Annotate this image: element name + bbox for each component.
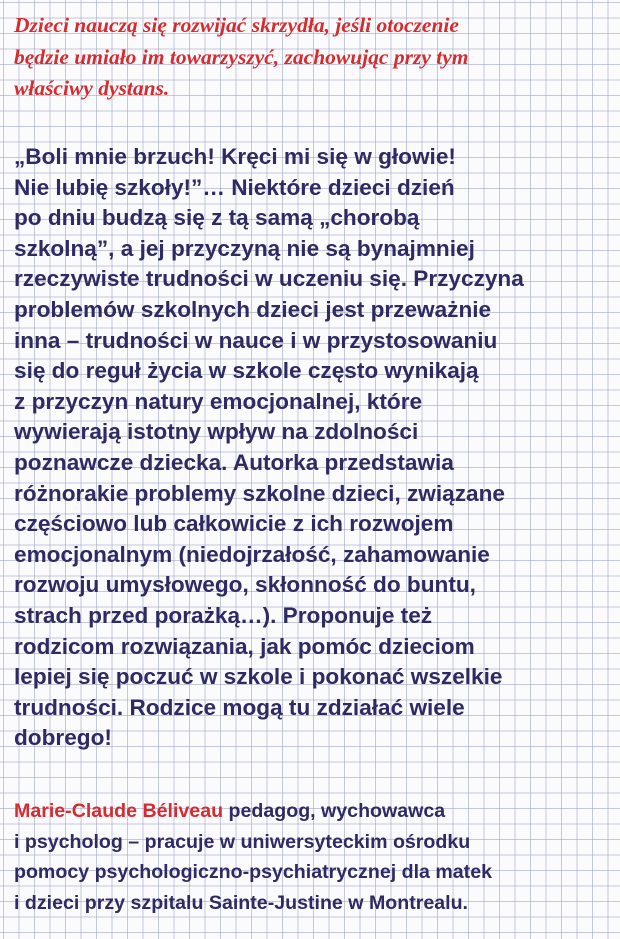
- description-line: inna – trudności w nauce i w przystosowaniu: [14, 327, 498, 353]
- bio-line: i dzieci przy szpitalu Sainte-Justine w Montrealu.: [14, 891, 469, 914]
- bio-first-line-rest: pedagog, wychowawca: [223, 800, 446, 822]
- author-name: Marie-Claude Béliveau: [14, 800, 224, 822]
- description-line: poznawcze dziecka. Autorka przedstawia: [14, 449, 454, 475]
- description-line: częściowo lub całkowicie z ich rozwojem: [14, 511, 454, 537]
- description-line: rodzicom rozwiązania, jak pomóc dzieciom: [14, 633, 475, 659]
- tagline-line: właściwy dystans.: [14, 76, 170, 100]
- tagline-line: Dzieci nauczą się rozwijać skrzydła, jeśli otoczenie: [14, 13, 459, 37]
- description-line: dobrego!: [14, 725, 112, 751]
- bio-line: i psycholog – pracuje w uniwersyteckim ośrodku: [14, 830, 471, 853]
- description-line: wywierają istotny wpływ na zdolności: [14, 419, 419, 445]
- description-line: problemów szkolnych dzieci jest przeważnie: [14, 296, 492, 322]
- description-line: szkolną”, a jej przyczyną nie są bynajmniej: [14, 235, 475, 261]
- tagline-line: będzie umiało im towarzyszyć, zachowując przy tym: [14, 44, 469, 69]
- description-line: strach przed porażką…). Proponuje też: [14, 602, 433, 628]
- book-description: [14, 142, 614, 754]
- author-bio: [14, 796, 614, 918]
- description-line: rozwoju umysłowego, skłonność do buntu,: [14, 572, 476, 598]
- description-line: trudności. Rodzice mogą tu zdziałać wiele: [14, 694, 465, 720]
- description-line: z przyczyn natury emocjonalnej, które: [14, 388, 423, 414]
- tagline: [14, 10, 614, 105]
- description-line: się do reguł życia w szkole często wynikają: [14, 358, 479, 384]
- description-line: różnorakie problemy szkolne dzieci, związane: [14, 480, 505, 506]
- description-line: po dniu budzą się z tą samą „chorobą: [14, 205, 420, 231]
- description-line: Nie lubię szkoły!”… Niektóre dzieci dzień: [14, 174, 455, 200]
- bio-first-line: [14, 796, 614, 827]
- description-line: emocjonalnym (niedojrzałość, zahamowanie: [14, 541, 490, 567]
- description-line: lepiej się poczuć w szkole i pokonać wszelkie: [14, 664, 503, 690]
- bio-line: pomocy psychologiczno-psychiatrycznej dla matek: [14, 861, 492, 884]
- description-line: „Boli mnie brzuch! Kręci mi się w głowie!: [14, 144, 456, 169]
- description-line: rzeczywiste trudności w uczeniu się. Przyczyna: [14, 266, 524, 292]
